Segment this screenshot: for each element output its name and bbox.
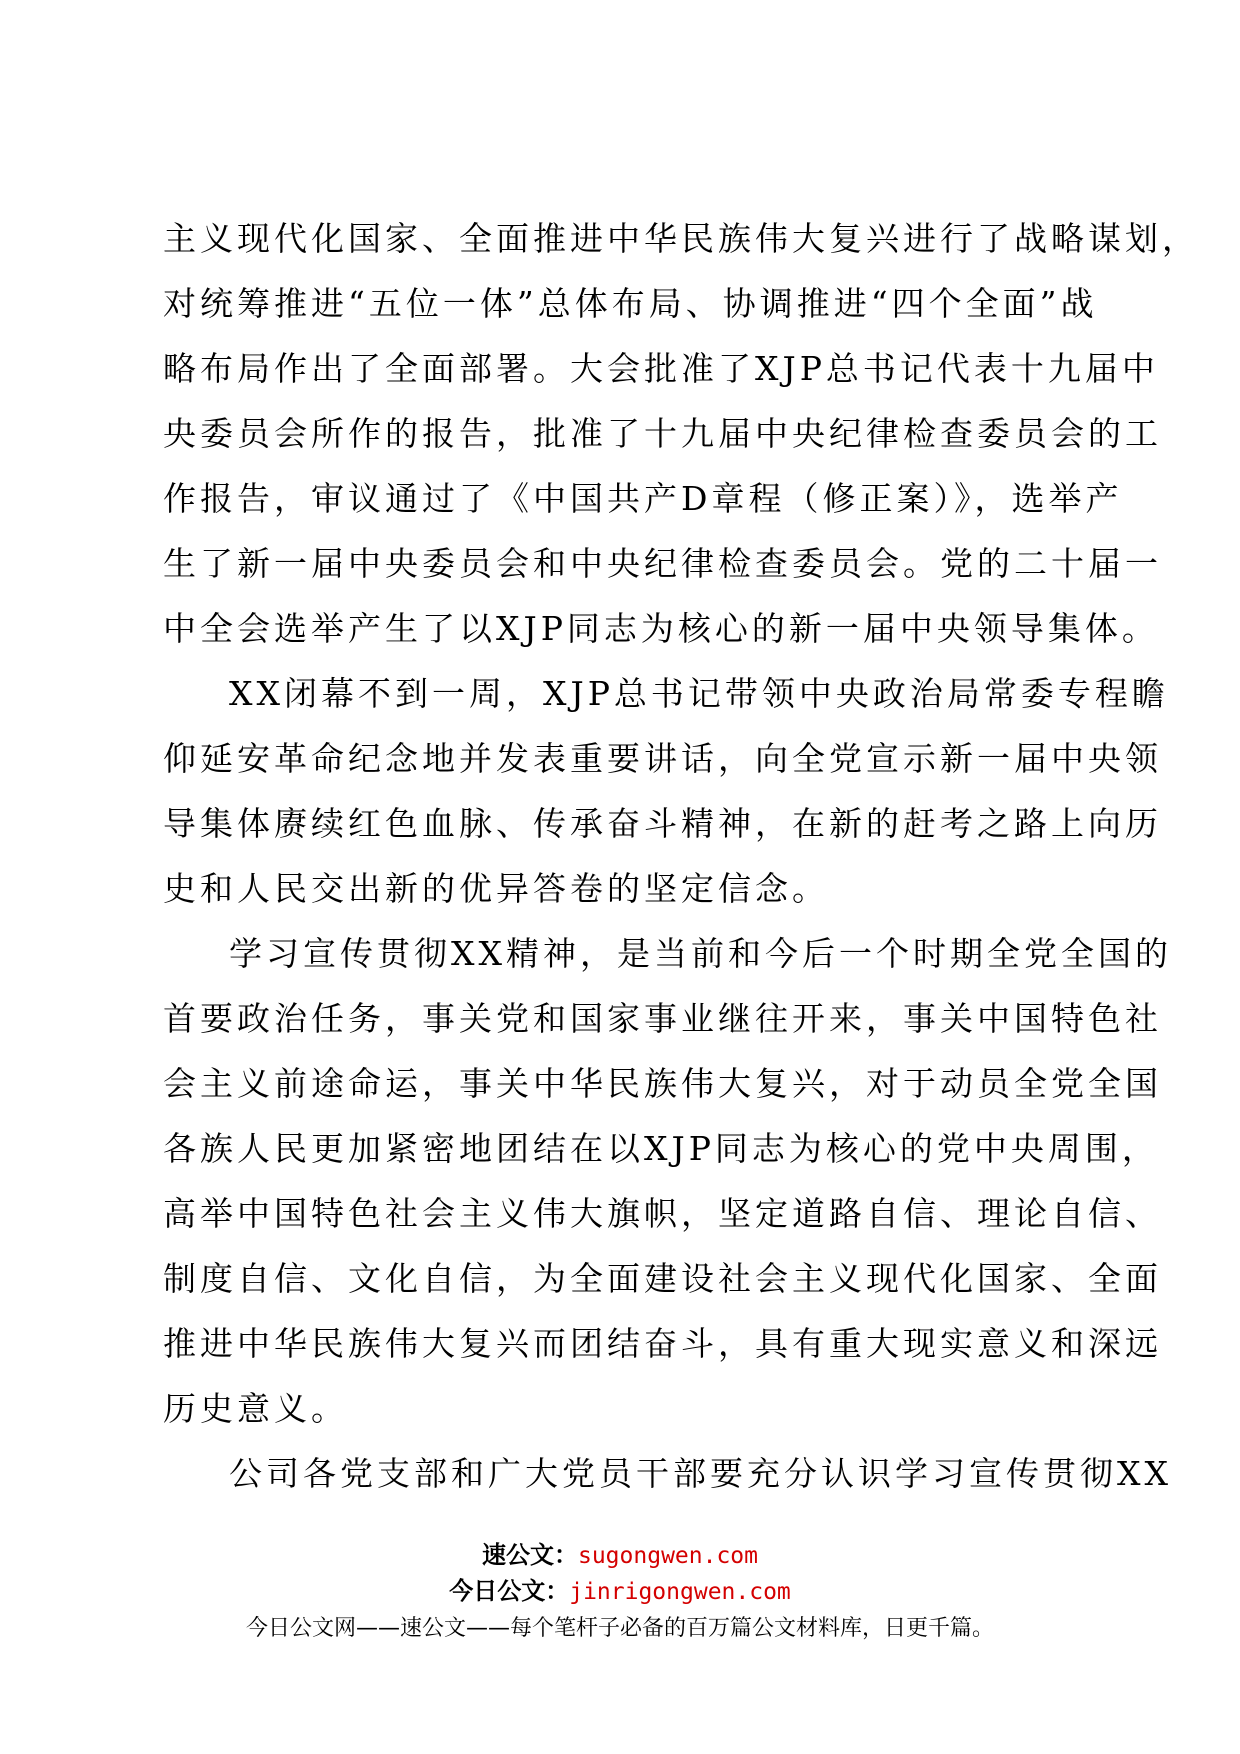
text-line: 学习宣传贯彻XX精神，是当前和今后一个时期全党全国的 <box>229 934 1172 973</box>
text-line: 导集体赓续红色血脉、传承奋斗精神，在新的赶考之路上向历 <box>163 804 1162 843</box>
text-line: 各族人民更加紧密地团结在以XJP同志为核心的党中央周围， <box>163 1129 1159 1168</box>
footer-jinrigongwen <box>0 1573 1240 1609</box>
text-line: 央委员会所作的报告，批准了十九届中央纪律检查委员会的工 <box>163 414 1162 453</box>
footer-sugongwen-link[interactable]: sugongwen.com <box>577 1543 758 1569</box>
footer <box>0 1537 1240 1649</box>
text-line: 高举中国特色社会主义伟大旗帜，坚定道路自信、理论自信、 <box>163 1194 1162 1233</box>
text-line: 作报告，审议通过了《中国共产D章程（修正案）》，选举产 <box>163 479 1123 518</box>
text-line: 对统筹推进“五位一体”总体布局、协调推进“四个全面”战 <box>163 284 1098 323</box>
text-line: 推进中华民族伟大复兴而团结奋斗，具有重大现实意义和深远 <box>163 1324 1162 1363</box>
text-line: 首要政治任务，事关党和国家事业继往开来，事关中国特色社 <box>163 999 1162 1038</box>
document-body <box>163 206 1199 1506</box>
text-line: 史和人民交出新的优异答卷的坚定信念。 <box>163 869 829 908</box>
footer-jinrigongwen-link[interactable]: jinrigongwen.com <box>569 1579 791 1605</box>
text-line: 中全会选举产生了以XJP同志为核心的新一届中央领导集体。 <box>163 609 1159 648</box>
text-line: 会主义前途命运，事关中华民族伟大复兴，对于动员全党全国 <box>163 1064 1162 1103</box>
text-line: 公司各党支部和广大党员干部要充分认识学习宣传贯彻XX <box>229 1454 1172 1493</box>
footer-jinrigongwen-label: 今日公文： <box>449 1577 570 1605</box>
text-line: 仰延安革命纪念地并发表重要讲话，向全党宣示新一届中央领 <box>163 739 1162 778</box>
text-line: XX闭幕不到一周，XJP总书记带领中央政治局常委专程瞻 <box>229 674 1169 713</box>
footer-sugongwen <box>0 1537 1240 1573</box>
footer-slogan: 今日公文网——速公文——每个笔杆子必备的百万篇公文材料库，日更千篇。 <box>245 1616 994 1641</box>
footer-sugongwen-label: 速公文： <box>481 1541 578 1569</box>
text-line: 主义现代化国家、全面推进中华民族伟大复兴进行了战略谋划， <box>163 219 1199 258</box>
text-line: 生了新一届中央委员会和中央纪律检查委员会。党的二十届一 <box>163 544 1162 583</box>
text-line: 制度自信、文化自信，为全面建设社会主义现代化国家、全面 <box>163 1259 1162 1298</box>
text-line: 略布局作出了全面部署。大会批准了XJP总书记代表十九届中 <box>163 349 1159 388</box>
text-line: 历史意义。 <box>163 1389 348 1428</box>
